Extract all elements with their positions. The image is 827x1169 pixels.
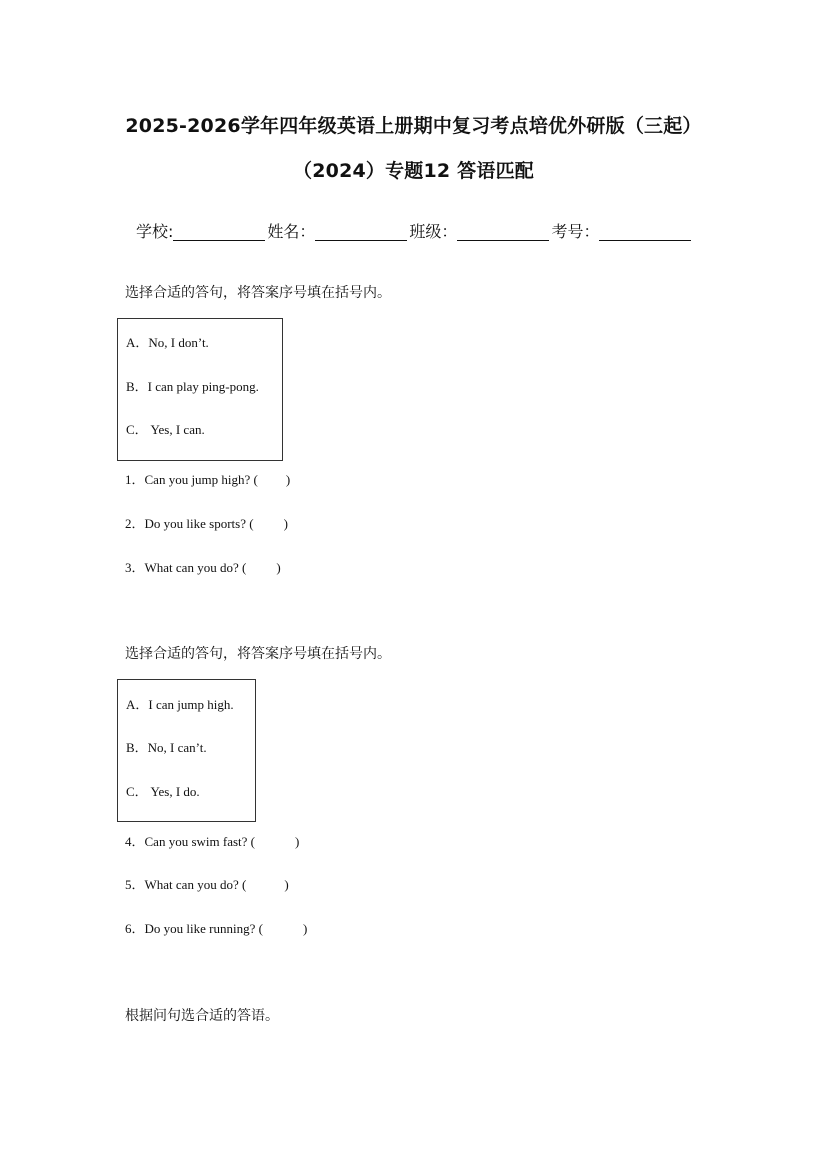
answer-paren-close: ) [283,516,288,531]
answer-paren-close: ) [285,472,291,487]
class-blank[interactable] [457,222,549,241]
student-info-row [136,219,693,242]
answer-paren-close: ) [276,560,281,575]
question-text: 2．Do you like sports? [125,516,246,531]
name-label: 姓名： [267,222,316,241]
answer-paren-close: ) [284,877,289,892]
page-title-line2: （2024）专题12 答语匹配 [293,160,534,182]
answer-paren-open: ( [253,472,258,487]
question-text: 5．What can you do? [125,877,239,892]
answer-paren-open: ( [241,877,247,892]
option-a: A．I can jump high. [126,697,234,712]
question-text: 4．Can you swim fast? [125,834,248,849]
question-5 [125,874,289,893]
page-title-line1: 2025-2026学年四年级英语上册期中复习考点培优外研版（三起） [125,115,702,137]
question-text: 3．What can you do? [125,560,239,575]
school-blank[interactable] [173,222,265,241]
section-2-instruction: 选择合适的答句，将答案序号填在括号内。 [125,646,391,662]
question-6 [125,918,307,937]
section-1-options-box [117,318,283,461]
answer-paren-open: ( [258,921,263,936]
section-3-instruction: 根据问句选合适的答语。 [125,1008,279,1024]
question-text: 6．Do you like running? [125,921,256,936]
answer-paren-open: ( [250,834,255,849]
question-4 [125,831,299,850]
question-3 [125,557,281,576]
section-1-instruction: 选择合适的答句，将答案序号填在括号内。 [125,285,391,301]
question-text: 1．Can you jump high? [125,472,251,487]
question-2 [125,513,288,532]
option-c: C． Yes, I can. [126,422,205,437]
option-b: B．I can play ping-pong. [126,379,259,394]
option-b: B．No, I can’t. [126,740,207,755]
class-label: 班级： [409,222,458,241]
option-c: C． Yes, I do. [126,784,200,799]
exam-no-blank[interactable] [599,222,691,241]
answer-paren-open: ( [249,516,254,531]
answer-paren-open: ( [241,560,247,575]
name-blank[interactable] [315,222,407,241]
answer-paren-close: ) [302,921,308,936]
exam-no-label: 考号： [551,222,600,241]
question-1 [125,469,290,488]
section-2-options-box [117,679,256,822]
answer-paren-close: ) [295,834,300,849]
school-label: 学校: [136,222,174,241]
option-a: A．No, I don’t. [126,335,209,350]
